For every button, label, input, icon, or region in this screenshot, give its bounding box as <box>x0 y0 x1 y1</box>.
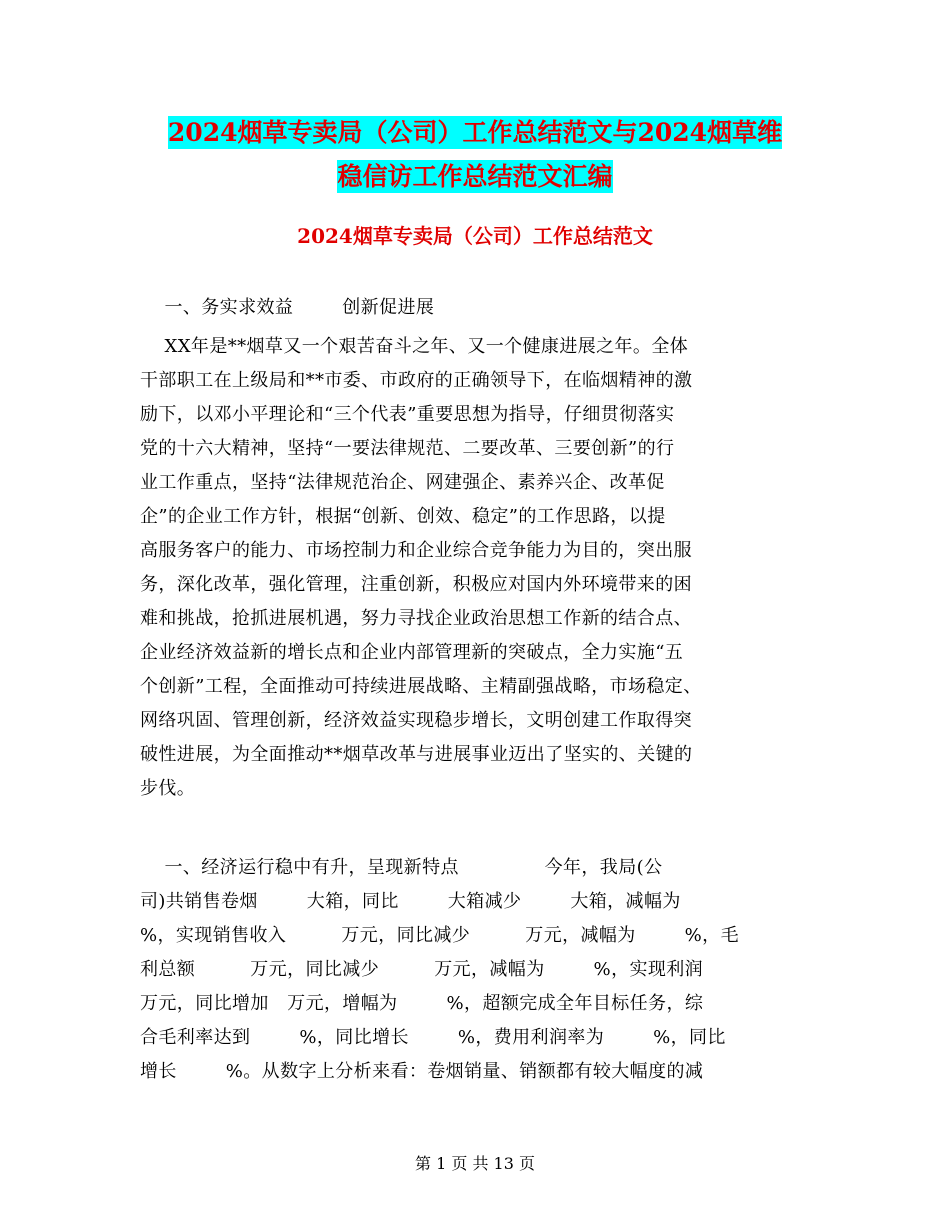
text-line: 高服务客户的能力、市场控制力和企业综合竞争能力为目的，突出服 <box>140 540 692 561</box>
text-line: 步伐。 <box>140 778 196 799</box>
text-line: 破性进展，为全面推动**烟草改革与进展事业迈出了坚实的、关键的 <box>140 744 693 765</box>
text-line: XX年是**烟草又一个艰苦奋斗之年、又一个健康进展之年。全体 <box>140 336 689 357</box>
text-line: 个创新”工程，全面推动可持续进展战略、主精副强战略，市场稳定、 <box>140 676 702 697</box>
section-heading <box>140 291 812 325</box>
text-line: 一、经济运行稳中有升，呈现新特点 今年，我局(公 <box>140 857 663 878</box>
heading-line: 一、务实求效益 创新促进展 <box>140 297 435 318</box>
paragraph-1 <box>140 330 812 806</box>
text-line: 企”的企业工作方针，根据“创新、创效、稳定”的工作思路，以提 <box>140 506 666 527</box>
text-line: 网络巩固、管理创新，经济效益实现稳步增长，文明创建工作取得突 <box>140 710 692 731</box>
text-line: 务，深化改革，强化管理，注重创新，积极应对国内外环境带来的困 <box>140 574 692 595</box>
text-line: 励下，以邓小平理论和“三个代表”重要思想为指导，仔细贯彻落实 <box>140 404 675 425</box>
text-line: 难和挑战，抢抓进展机遇，努力寻找企业政治思想工作新的结合点、 <box>140 608 692 629</box>
text-line: 增长 %。从数字上分析来看：卷烟销量、销额都有较大幅度的减 <box>140 1061 704 1082</box>
text-line: 万元，同比增加 万元，增幅为 %，超额完成全年目标任务，综 <box>140 993 704 1014</box>
document-title-line-2 <box>140 154 810 200</box>
section-title: 2024烟草专卖局（公司）工作总结范文 <box>297 224 653 248</box>
title-highlight-2: 稳信访工作总结范文汇编 <box>337 162 613 191</box>
text-line: 企业经济效益新的增长点和企业内部管理新的突破点，全力实施“五 <box>140 642 684 663</box>
text-line: %，实现销售收入 万元，同比减少 万元，减幅为 %，毛 <box>140 925 739 946</box>
text-line: 利总额 万元，同比减少 万元，减幅为 %，实现利润 <box>140 959 704 980</box>
text-line: 干部职工在上级局和**市委、市政府的正确领导下，在临烟精神的激 <box>140 370 693 391</box>
page-number-footer: 第 1 页 共 13 页 <box>415 1154 535 1173</box>
text-line: 业工作重点，坚持“法律规范治企、网建强企、素养兴企、改革促 <box>140 472 665 493</box>
title-highlight-1: 2024烟草专卖局（公司）工作总结范文与2024烟草维 <box>167 118 783 147</box>
text-line: 司)共销售卷烟 大箱，同比 大箱减少 大箱，减幅为 <box>140 891 681 912</box>
text-line: 党的十六大精神，坚持“一要法律规范、二要改革、三要创新”的行 <box>140 438 675 459</box>
text-line: 合毛利率达到 %，同比增长 %，费用利润率为 %，同比 <box>140 1027 726 1048</box>
document-title-line-1 <box>140 110 810 156</box>
paragraph-2 <box>140 851 812 1089</box>
